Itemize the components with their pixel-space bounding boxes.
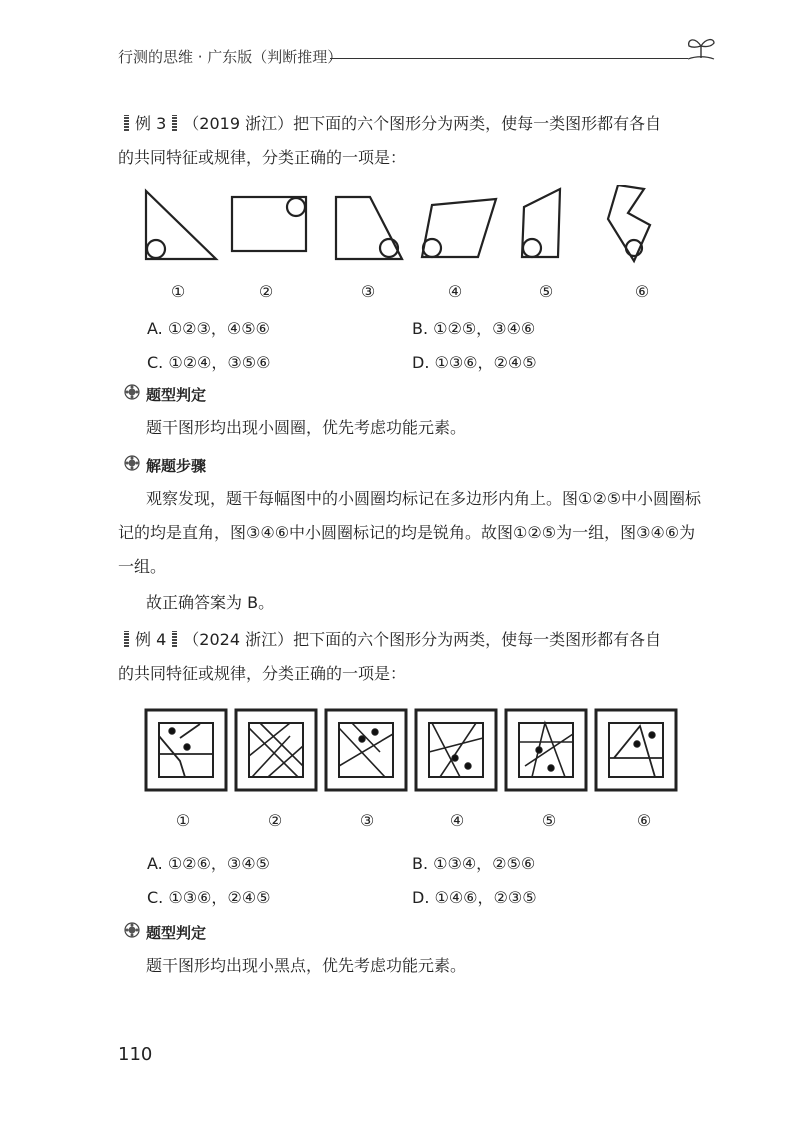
flower-icon bbox=[124, 384, 140, 400]
example3-option-c: C. ①②④，③⑤⑥ bbox=[147, 353, 271, 372]
example4-option-b: B. ①③④，②⑤⑥ bbox=[412, 854, 536, 873]
example4-option-c: C. ①③⑥，②④⑤ bbox=[147, 888, 271, 907]
example3-figure-number: ③ bbox=[360, 282, 376, 301]
example3-question-line1: 例 3 （2019 浙江）把下面的六个图形分为两类，使每一类图形都有各自 bbox=[118, 114, 718, 134]
example3-figure-number: ① bbox=[170, 282, 186, 301]
example4-figures bbox=[140, 706, 690, 796]
example4-option-d: D. ①④⑥，②③⑤ bbox=[412, 888, 537, 907]
example3-option-b: B. ①②⑤，③④⑥ bbox=[412, 319, 536, 338]
example3-figure-5 bbox=[522, 189, 560, 257]
example4-figure-number: ④ bbox=[449, 811, 465, 830]
example3-figure-6 bbox=[608, 185, 650, 261]
example3-type-text: 题干图形均出现小圆圈，优先考虑功能元素。 bbox=[146, 418, 467, 437]
example4-figure-4 bbox=[416, 710, 496, 790]
example4-figure-3 bbox=[326, 710, 406, 790]
example3-steps-line1: 观察发现，题干每幅图中的小圆圈均标记在多边形内角上。图①②⑤中小圆圈标 bbox=[146, 489, 702, 508]
example4-figure-2 bbox=[236, 710, 316, 790]
example4-figure-number: ③ bbox=[359, 811, 375, 830]
example3-figures bbox=[140, 185, 680, 265]
example3-question-line2: 的共同特征或规律，分类正确的一项是： bbox=[118, 148, 407, 167]
example4-question-line2: 的共同特征或规律，分类正确的一项是： bbox=[118, 664, 407, 683]
example3-figure-3 bbox=[336, 197, 402, 259]
example3-figure-number: ⑥ bbox=[634, 282, 650, 301]
example4-option-a: A. ①②⑥，③④⑤ bbox=[147, 854, 270, 873]
example4-figure-6 bbox=[596, 710, 676, 790]
example4-figure-number: ① bbox=[175, 811, 191, 830]
example3-steps-line2: 记的均是直角，图③④⑥中小圆圈标记的均是锐角。故图①②⑤为一组，图③④⑥为 bbox=[118, 523, 696, 542]
page-number: 110 bbox=[118, 1044, 153, 1065]
running-header: 行测的思维 · 广东版（判断推理） bbox=[118, 48, 343, 66]
flower-icon bbox=[124, 455, 140, 471]
example3-figure-4 bbox=[422, 199, 496, 257]
sprout-icon bbox=[684, 32, 718, 60]
example3-steps-line3: 一组。 bbox=[118, 557, 167, 576]
example4-figure-number: ⑥ bbox=[636, 811, 652, 830]
example4-question-line1: 例 4 （2024 浙江）把下面的六个图形分为两类，使每一类图形都有各自 bbox=[118, 630, 718, 650]
example4-figure-1 bbox=[146, 710, 226, 790]
example3-figure-number: ② bbox=[258, 282, 274, 301]
example3-figure-number: ⑤ bbox=[538, 282, 554, 301]
example3-type-title: 题型判定 bbox=[146, 386, 207, 404]
example3-option-a: A. ①②③，④⑤⑥ bbox=[147, 319, 270, 338]
example3-option-d: D. ①③⑥，②④⑤ bbox=[412, 353, 537, 372]
example3-answer: 故正确答案为 B。 bbox=[146, 593, 275, 612]
example3-figure-number: ④ bbox=[447, 282, 463, 301]
example4-type-text: 题干图形均出现小黑点，优先考虑功能元素。 bbox=[146, 956, 467, 975]
example4-type-title: 题型判定 bbox=[146, 924, 207, 942]
header-rule bbox=[330, 58, 688, 59]
flower-icon bbox=[124, 922, 140, 938]
example3-label: 例 3 bbox=[135, 114, 167, 133]
example3-figure-2 bbox=[232, 197, 306, 251]
example4-figure-number: ⑤ bbox=[541, 811, 557, 830]
example3-figure-1 bbox=[146, 191, 216, 259]
example4-figure-5 bbox=[506, 710, 586, 790]
example4-figure-number: ② bbox=[267, 811, 283, 830]
example4-label: 例 4 bbox=[135, 630, 167, 649]
example3-steps-title: 解题步骤 bbox=[146, 457, 207, 475]
